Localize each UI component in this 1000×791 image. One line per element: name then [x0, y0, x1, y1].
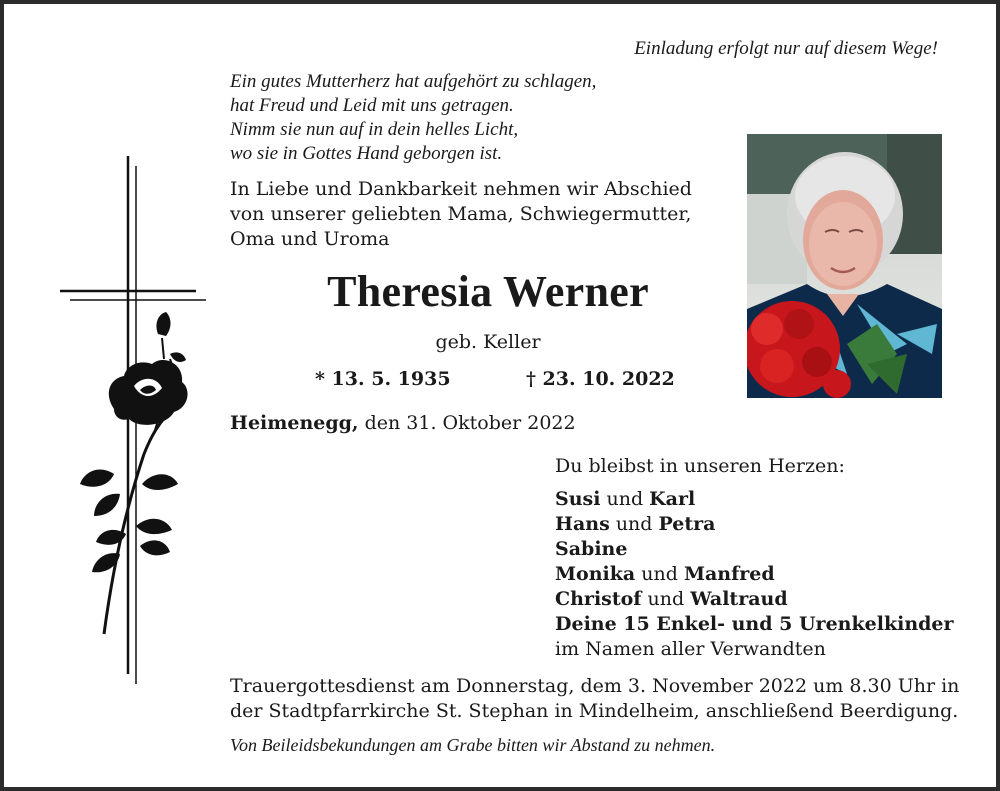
service-info — [230, 674, 959, 724]
portrait-illustration — [747, 134, 942, 398]
condolence-note: Von Beileidsbekundungen am Grabe bitten wir Abstand zu nehmen. — [230, 735, 716, 755]
mourners-closing: im Namen aller Verwandten — [555, 638, 826, 660]
poem-line: hat Freud und Leid mit uns getragen. — [230, 95, 514, 116]
service-line: der Stadtpfarrkirche St. Stephan in Mindelheim, anschließend Beerdigung. — [230, 700, 959, 722]
mourners-list — [555, 454, 954, 662]
deceased-name: Theresia Werner — [327, 267, 649, 316]
mourner-name: Sabine — [555, 538, 628, 560]
service-line: Trauergottesdienst am Donnerstag, dem 3. November 2022 um 8.30 Uhr in — [230, 675, 960, 697]
poem-line: Ein gutes Mutterherz hat aufgehört zu schlagen, — [230, 71, 597, 92]
invitation-note: Einladung erfolgt nur auf diesem Wege! — [634, 38, 938, 59]
mourner-row — [555, 512, 954, 537]
birth-name: geb. Keller — [435, 331, 541, 353]
mourner-join: und — [641, 588, 691, 610]
place-name: Heimenegg, — [230, 412, 359, 434]
intro-line: von unserer geliebten Mama, Schwiegermutter, — [230, 203, 692, 225]
death-date: † 23. 10. 2022 — [526, 368, 675, 390]
mourner-name: Waltraud — [690, 588, 788, 610]
rose-icon — [80, 312, 188, 634]
poem-line: Nimm sie nun auf in dein helles Licht, — [230, 119, 519, 140]
mourner-row — [555, 537, 954, 562]
mourner-name: Karl — [649, 488, 696, 510]
poem — [230, 70, 596, 166]
mourner-join: und — [635, 563, 684, 585]
mourner-name: Monika — [555, 563, 636, 585]
intro-line: Oma und Uroma — [230, 228, 390, 250]
mourner-row — [555, 587, 954, 612]
birth-date: * 13. 5. 1935 — [315, 368, 451, 390]
mourner-name: Petra — [658, 513, 716, 535]
place-date — [230, 412, 576, 434]
mourner-name: Deine 15 Enkel- und 5 Urenkelkinder — [555, 613, 954, 635]
mourner-row — [555, 562, 954, 587]
mourner-join: und — [609, 513, 659, 535]
date-text: den 31. Oktober 2022 — [364, 412, 576, 434]
mourners-heading: Du bleibst in unseren Herzen: — [555, 455, 845, 477]
mourner-row — [555, 612, 954, 637]
mourner-row — [555, 487, 954, 512]
mourner-name: Christof — [555, 588, 642, 610]
mourner-name: Hans — [555, 513, 610, 535]
poem-line: wo sie in Gottes Hand geborgen ist. — [230, 143, 503, 164]
cross-with-rose — [54, 154, 214, 689]
portrait-photo — [747, 134, 942, 398]
intro-text — [230, 177, 692, 252]
intro-line: In Liebe und Dankbarkeit nehmen wir Abschied — [230, 178, 692, 200]
mourner-name: Susi — [555, 488, 601, 510]
mourner-join: und — [600, 488, 650, 510]
mourner-name: Manfred — [683, 563, 775, 585]
